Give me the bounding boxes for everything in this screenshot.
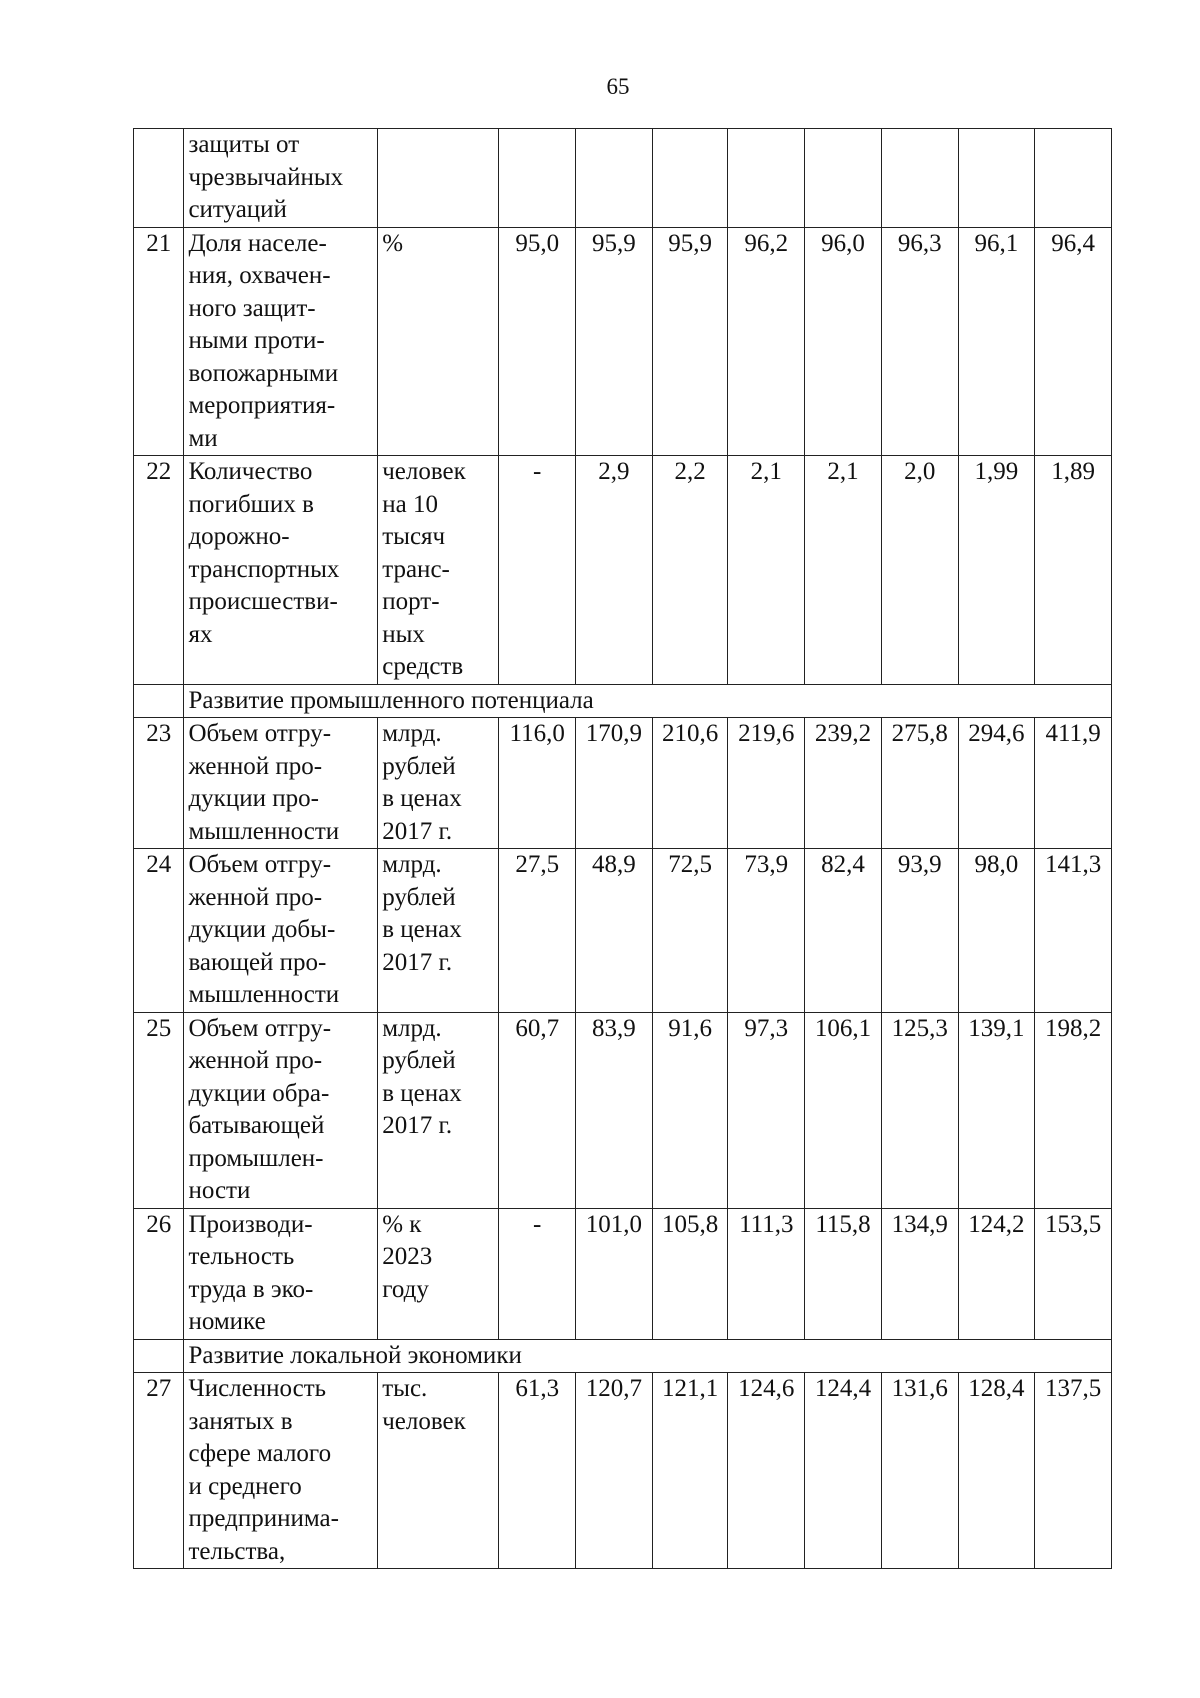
row-number-cell: 22 (134, 456, 184, 685)
value-cell: 96,4 (1035, 227, 1112, 456)
cell-line: мышленности (188, 981, 340, 1008)
value-cell: 95,9 (652, 227, 728, 456)
value-cell: 411,9 (1035, 718, 1112, 849)
value-cell (881, 129, 958, 228)
value-cell: 2,2 (652, 456, 728, 685)
cell-line: Объем отгру- (188, 851, 332, 878)
indicator-name-cell (184, 1012, 378, 1208)
section-row (134, 1339, 1112, 1373)
cell-line: промышлен- (188, 1144, 324, 1172)
value-cell: 96,1 (958, 227, 1035, 456)
value-cell: 141,3 (1035, 849, 1112, 1013)
cell-line: сфере малого (188, 1440, 332, 1467)
value-cell: 116,0 (499, 718, 576, 849)
cell-line: защиты от (188, 131, 300, 158)
indicator-name-cell (184, 1373, 378, 1569)
unit-cell (378, 456, 499, 685)
cell-line: ми (188, 424, 218, 452)
value-cell (652, 129, 728, 228)
indicator-name-cell (184, 227, 378, 456)
cell-line: Количество (188, 458, 313, 485)
cell-line: рублей (382, 883, 456, 911)
value-cell: 124,6 (728, 1373, 805, 1569)
unit-cell (378, 1373, 499, 1569)
unit-cell (378, 718, 499, 849)
page-number: 65 (606, 74, 630, 99)
cell-line: и среднего (188, 1472, 302, 1500)
indicator-name-cell (184, 129, 378, 228)
cell-line: ситуаций (188, 196, 287, 223)
cell-line: дорожно- (188, 523, 290, 550)
unit-cell (378, 129, 499, 228)
row-number-cell (134, 684, 184, 718)
unit-cell (378, 1012, 499, 1208)
cell-line: человек (382, 1407, 466, 1435)
value-cell (576, 129, 653, 228)
cell-line: ях (188, 620, 213, 648)
cell-line: ными проти- (188, 327, 325, 354)
value-cell: 111,3 (728, 1208, 805, 1339)
table-row (134, 1208, 1112, 1339)
value-cell: 153,5 (1035, 1208, 1112, 1339)
table-row (134, 227, 1112, 456)
cell-line: Объем отгру- (188, 1014, 332, 1042)
value-cell: 73,9 (728, 849, 805, 1013)
cell-line: ния, охвачен- (188, 262, 331, 289)
cell-line: % к (382, 1210, 422, 1238)
value-cell: 27,5 (499, 849, 576, 1013)
value-cell: 120,7 (576, 1373, 653, 1569)
value-cell: 219,6 (728, 718, 805, 849)
cell-line: тельства, (188, 1537, 286, 1565)
value-cell: 83,9 (576, 1012, 653, 1208)
value-cell: 239,2 (805, 718, 882, 849)
value-cell: 210,6 (652, 718, 728, 849)
row-number-cell (134, 129, 184, 228)
row-number-cell: 21 (134, 227, 184, 456)
value-cell: 105,8 (652, 1208, 728, 1339)
cell-line: происшестви- (188, 588, 338, 615)
value-cell (805, 129, 882, 228)
row-number-cell: 23 (134, 718, 184, 849)
value-cell: 101,0 (576, 1208, 653, 1339)
cell-line: погибших в (188, 490, 314, 518)
value-cell: 115,8 (805, 1208, 882, 1339)
cell-line: транспортных (188, 555, 340, 583)
cell-line: человек (382, 458, 466, 485)
cell-line: мышленности (188, 817, 340, 845)
value-cell (958, 129, 1035, 228)
value-cell: 170,9 (576, 718, 653, 849)
cell-line: в ценах (382, 916, 462, 943)
table-row (134, 1012, 1112, 1208)
cell-line: труда в эко- (188, 1275, 314, 1303)
cell-line: на 10 (382, 490, 438, 518)
value-cell: 2,1 (728, 456, 805, 685)
cell-line: в ценах (382, 785, 462, 812)
cell-line: 2023 (382, 1243, 433, 1270)
value-cell: 198,2 (1035, 1012, 1112, 1208)
value-cell: 1,89 (1035, 456, 1112, 685)
value-cell: 98,0 (958, 849, 1035, 1013)
cell-line: млрд. (382, 851, 442, 878)
value-cell: 139,1 (958, 1012, 1035, 1208)
cell-line: ных (382, 620, 425, 648)
value-cell: 124,4 (805, 1373, 882, 1569)
value-cell: 106,1 (805, 1012, 882, 1208)
table-row (134, 129, 1112, 228)
value-cell: 91,6 (652, 1012, 728, 1208)
value-cell: 96,2 (728, 227, 805, 456)
value-cell: 96,0 (805, 227, 882, 456)
value-cell: 95,9 (576, 227, 653, 456)
value-cell: 1,99 (958, 456, 1035, 685)
value-cell: 128,4 (958, 1373, 1035, 1569)
value-cell: 125,3 (881, 1012, 958, 1208)
cell-line: женной про- (188, 752, 323, 780)
cell-line: млрд. (382, 1014, 442, 1042)
value-cell: 131,6 (881, 1373, 958, 1569)
cell-line: ного защит- (188, 294, 316, 322)
value-cell: - (499, 1208, 576, 1339)
cell-line: 2017 г. (382, 817, 453, 845)
value-cell: 134,9 (881, 1208, 958, 1339)
section-row (134, 684, 1112, 718)
cell-line: предпринима- (188, 1505, 339, 1532)
value-cell: 93,9 (881, 849, 958, 1013)
row-number-cell: 25 (134, 1012, 184, 1208)
cell-line: вопожарными (188, 359, 339, 387)
cell-line: вающей про- (188, 948, 327, 976)
value-cell: 2,1 (805, 456, 882, 685)
cell-line: дукции добы- (188, 916, 336, 943)
cell-line: дукции обра- (188, 1079, 330, 1107)
value-cell: 121,1 (652, 1373, 728, 1569)
row-number-cell (134, 1339, 184, 1373)
cell-line: рублей (382, 752, 456, 780)
cell-line: в ценах (382, 1079, 462, 1107)
unit-cell (378, 849, 499, 1013)
cell-line: дукции про- (188, 785, 319, 812)
cell-line: средств (382, 653, 464, 680)
value-cell: 61,3 (499, 1373, 576, 1569)
value-cell (499, 129, 576, 228)
cell-line: батывающей (188, 1112, 325, 1139)
indicator-name-cell (184, 456, 378, 685)
cell-line: рублей (382, 1047, 456, 1074)
cell-line: Доля населе- (188, 229, 327, 257)
cell-line: чрезвычайных (188, 163, 344, 191)
value-cell: 124,2 (958, 1208, 1035, 1339)
row-number-cell: 24 (134, 849, 184, 1013)
cell-line: Объем отгру- (188, 720, 332, 747)
section-title: Развитие промышленного потенциала (184, 684, 1112, 718)
unit-cell (378, 1208, 499, 1339)
cell-line: порт- (382, 588, 440, 615)
section-title: Развитие локальной экономики (184, 1339, 1112, 1373)
cell-line: 2017 г. (382, 1112, 453, 1139)
cell-line: Производи- (188, 1210, 313, 1238)
cell-line: тельность (188, 1243, 295, 1270)
value-cell: 72,5 (652, 849, 728, 1013)
cell-line: году (382, 1275, 429, 1303)
cell-line: номике (188, 1308, 266, 1335)
value-cell: 2,9 (576, 456, 653, 685)
row-number-cell: 27 (134, 1373, 184, 1569)
table-row (134, 1373, 1112, 1569)
cell-line: Численность (188, 1375, 327, 1402)
cell-line: млрд. (382, 720, 442, 747)
value-cell: 137,5 (1035, 1373, 1112, 1569)
value-cell (1035, 129, 1112, 228)
value-cell: 95,0 (499, 227, 576, 456)
table-row (134, 718, 1112, 849)
indicator-name-cell (184, 849, 378, 1013)
value-cell: - (499, 456, 576, 685)
cell-line: ности (188, 1177, 251, 1204)
value-cell: 2,0 (881, 456, 958, 685)
value-cell: 82,4 (805, 849, 882, 1013)
value-cell: 294,6 (958, 718, 1035, 849)
cell-line: женной про- (188, 1047, 323, 1074)
indicator-name-cell (184, 718, 378, 849)
unit-cell (378, 227, 499, 456)
value-cell: 48,9 (576, 849, 653, 1013)
indicator-name-cell (184, 1208, 378, 1339)
cell-line: мероприятия- (188, 392, 336, 419)
value-cell: 96,3 (881, 227, 958, 456)
cell-line: 2017 г. (382, 948, 453, 976)
table-row (134, 456, 1112, 685)
value-cell: 275,8 (881, 718, 958, 849)
indicators-table (133, 128, 1112, 1569)
cell-line: женной про- (188, 883, 323, 911)
cell-line: тыс. (382, 1375, 428, 1402)
value-cell (728, 129, 805, 228)
value-cell: 60,7 (499, 1012, 576, 1208)
cell-line: транс- (382, 555, 450, 583)
cell-line: тысяч (382, 523, 446, 550)
cell-line: % (382, 229, 404, 257)
value-cell: 97,3 (728, 1012, 805, 1208)
cell-line: занятых в (188, 1407, 293, 1435)
table-row (134, 849, 1112, 1013)
row-number-cell: 26 (134, 1208, 184, 1339)
